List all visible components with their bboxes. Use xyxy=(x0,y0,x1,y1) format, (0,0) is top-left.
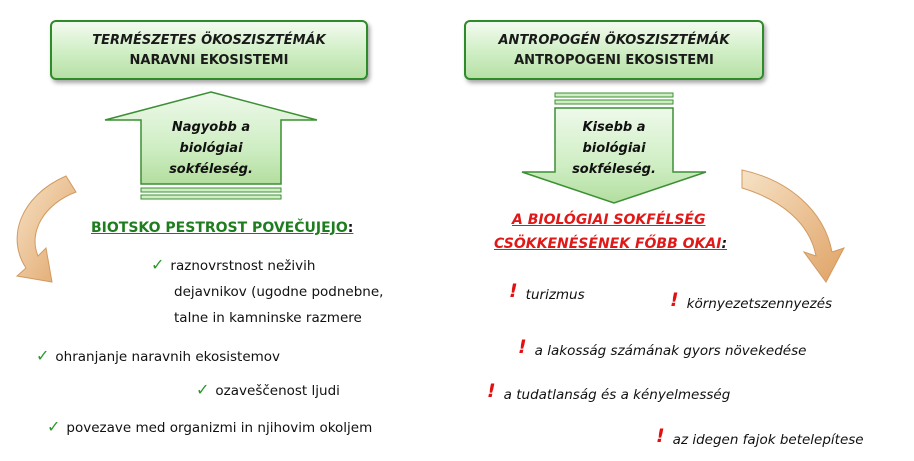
list-item-text: turizmus xyxy=(525,287,585,303)
list-item xyxy=(518,336,806,364)
list-item xyxy=(196,377,340,404)
up-arrow-line: sokféleség. xyxy=(169,162,253,177)
anthropogenic-ecosystems-title-sl: ANTROPOGENI EKOSISTEMI xyxy=(514,53,714,68)
list-item-continuation: talne in kamninske razmere xyxy=(174,310,362,326)
up-arrow-text xyxy=(141,117,281,180)
list-item xyxy=(670,289,832,317)
checkmark-icon: ✓ xyxy=(47,417,61,436)
exclamation-icon: ! xyxy=(670,289,679,311)
list-item xyxy=(509,280,585,308)
down-arrow-line: biológiai xyxy=(582,141,646,156)
list-item-text: az idegen fajok betelepítese xyxy=(672,432,864,448)
list-item xyxy=(47,414,372,441)
list-item-continuation: dejavnikov (ugodne podnebne, xyxy=(174,284,384,300)
list-item xyxy=(36,343,280,370)
exclamation-icon: ! xyxy=(518,336,527,358)
list-item-text: környezetszennyezés xyxy=(686,296,833,312)
list-item-line: raznovrstnost neživih xyxy=(170,258,316,274)
left-heading xyxy=(91,220,353,236)
natural-ecosystems-box xyxy=(50,20,368,80)
list-item-text: a tudatlanság és a kényelmesség xyxy=(503,387,731,403)
anthropogenic-ecosystems-title-hu: ANTROPOGÉN ÖKOSZISZTÉMÁK xyxy=(498,33,730,48)
down-arrow-text xyxy=(555,117,673,180)
list-item-line: ohranjanje naravnih ekosistemov xyxy=(55,349,281,365)
right-heading-text: CSÖKKENÉSÉNEK FŐBB OKAI xyxy=(494,236,722,252)
up-arrow-line: biológiai xyxy=(179,141,243,156)
checkmark-icon: ✓ xyxy=(36,346,50,365)
exclamation-icon: ! xyxy=(487,380,496,402)
natural-ecosystems-title-sl: NARAVNI EKOSISTEMI xyxy=(129,53,289,68)
list-item-text: a lakosság számának gyors növekedése xyxy=(534,343,807,359)
left-heading-suffix: : xyxy=(347,220,354,236)
down-arrow-line: Kisebb a xyxy=(582,120,646,135)
list-item xyxy=(656,425,864,453)
exclamation-icon: ! xyxy=(656,425,665,447)
down-arrow-line: sokféleség. xyxy=(572,162,656,177)
list-item-line: ozaveščenost ljudi xyxy=(215,383,340,399)
left-heading-text: BIOTSKO PESTROST POVEČUJEJO xyxy=(91,220,348,236)
list-item-line: povezave med organizmi in njihovim okoljem xyxy=(66,420,373,436)
anthropogenic-ecosystems-box xyxy=(464,20,764,80)
curved-arrow-right-icon xyxy=(742,170,844,282)
curved-arrow-left-icon xyxy=(17,176,76,282)
right-heading-suffix: : xyxy=(721,236,728,252)
exclamation-icon: ! xyxy=(509,280,518,302)
list-item xyxy=(487,380,730,408)
natural-ecosystems-title-hu: TERMÉSZETES ÖKOSZISZTÉMÁK xyxy=(92,33,326,48)
checkmark-icon: ✓ xyxy=(151,255,165,274)
up-arrow-line: Nagyobb a xyxy=(171,120,251,135)
right-heading-line2 xyxy=(494,236,727,252)
checkmark-icon: ✓ xyxy=(196,380,210,399)
list-item xyxy=(151,252,315,279)
right-heading-line1: A BIOLÓGIAI SOKFÉLSÉG xyxy=(512,212,706,228)
